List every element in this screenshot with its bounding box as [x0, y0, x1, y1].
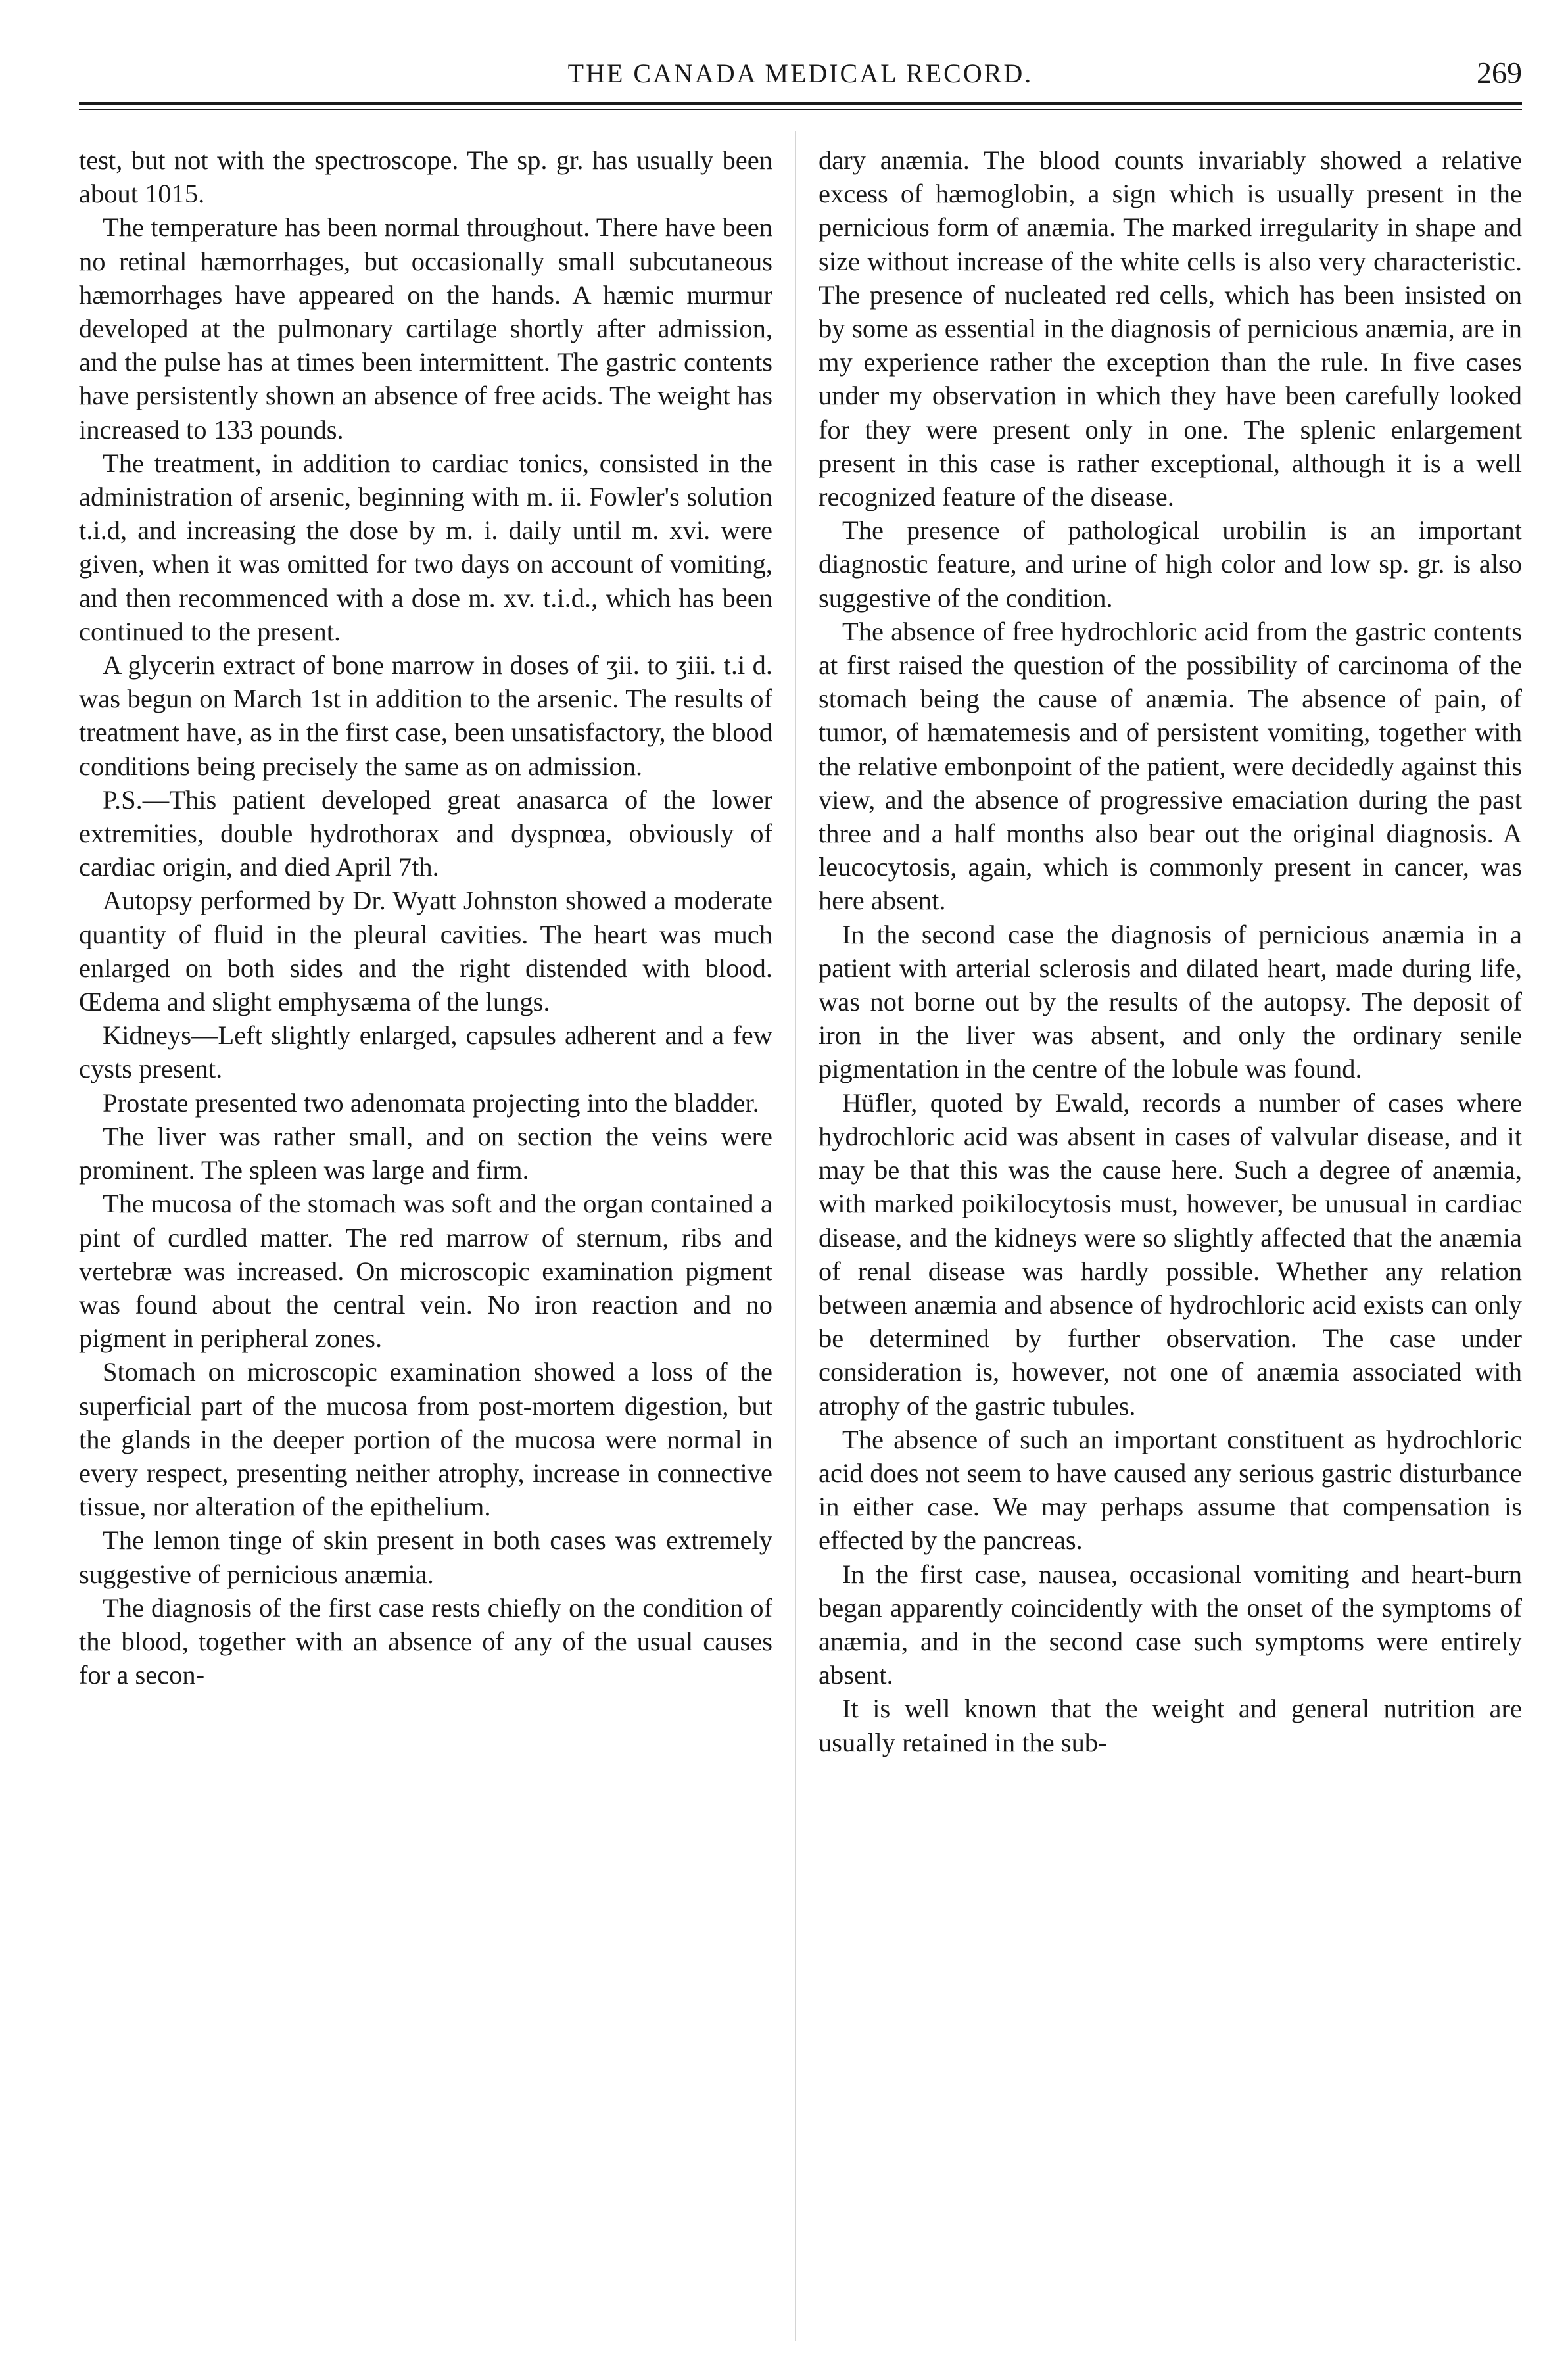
- paragraph: Kidneys—Left slightly enlarged, capsules adherent and a few cysts present.: [79, 1020, 772, 1084]
- paragraph: P.S.—This patient developed great anasarca of the lower extremities, double hydrothorax and dyspnœa, obviously of cardiac origin, and died April 7th.: [79, 784, 772, 882]
- paragraph: A glycerin extract of bone marrow in doses of ʒii. to ʒiii. t.i d. was begun on March 1st in addition to the arsenic. The results of treatment have, as in the first case, been unsatisfactory, the blood conditions being precisely the same as on admission.: [79, 650, 772, 781]
- paragraph: Prostate presented two adenomata projecting into the bladder.: [103, 1087, 759, 1118]
- paragraph: The diagnosis of the first case rests chiefly on the condition of the blood, together with an absence of any of the usual causes for a secon-: [79, 1592, 772, 1690]
- paragraph: The presence of pathological urobilin is an important diagnostic feature, and urine of high color and low sp. gr. is also suggestive of the condition.: [819, 515, 1522, 613]
- paragraph: The mucosa of the stomach was soft and the organ contained a pint of curdled matter. The red marrow of sternum, ribs and vertebræ was increased. On microscopic examination pigment was found about the central vein. No iron reaction and no pigment in peripheral zones.: [79, 1189, 772, 1354]
- journal-title: THE CANADA MEDICAL RECORD.: [567, 59, 1033, 88]
- paragraph: The treatment, in addition to cardiac tonics, consisted in the administration of arsenic, beginning with m. ii. Fowler's solution t.i.d, and increasing the dose by m. i. daily until m. xvi. were given, when it was omitted for two days on account of vomiting, and then recommenced with a dose m. xv. t.i.d., which has been continued to the present.: [79, 448, 772, 646]
- paragraph: In the second case the diagnosis of pernicious anæmia in a patient with arterial sclerosis and dilated heart, made during life, was not borne out by the results of the autopsy. The deposit of iron in the liver was absent, and only the ordinary senile pigmentation in the centre of the lobule was found.: [819, 919, 1522, 1084]
- paragraph: The absence of such an important constituent as hydrochloric acid does not seem to have caused any serious gastric disturbance in either case. We may perhaps assume that compensation is effected by the pancreas.: [819, 1424, 1522, 1556]
- paragraph: The absence of free hydrochloric acid from the gastric contents at first raised the question of the possibility of carcinoma of the stomach being the cause of anæmia. The absence of pain, of tumor, of hæmatemesis and of persistent vomiting, together with the relative embonpoint of the patient, were decidedly against this view, and the absence of progressive emaciation during the past three and a half months also bear out the original diagnosis. A leucocytosis, again, which is commonly present in cancer, was here absent.: [819, 616, 1522, 916]
- paragraph: The lemon tinge of skin present in both cases was extremely suggestive of pernicious anæmia.: [79, 1525, 772, 1589]
- running-header: [79, 58, 1522, 97]
- paragraph: Autopsy performed by Dr. Wyatt Johnston showed a moderate quantity of fluid in the pleural cavities. The heart was much enlarged on both sides and the right distended with blood. Œdema and slight emphysæma of the lungs.: [79, 886, 772, 1017]
- paragraph: In the first case, nausea, occasional vomiting and heart-burn began apparently coincidently with the onset of the symptoms of anæmia, and in the second case such symptoms were entirely absent.: [819, 1559, 1522, 1690]
- header-rule-thick: [79, 102, 1522, 105]
- paragraph: It is well known that the weight and general nutrition are usually retained in the sub-: [819, 1694, 1522, 1757]
- paragraph: dary anæmia. The blood counts invariably showed a relative excess of hæmoglobin, a sign which is usually present in the pernicious form of anæmia. The marked irregularity in shape and size without increase of the white cells is also very characteristic. The presence of nucleated red cells, which has been insisted on by some as essential in the diagnosis of pernicious anæmia, are in my experience rather the exception than the rule. In five cases under my observation in which they have been carefully looked for they were present only in one. The splenic enlargement present in this case is rather exceptional, although it is a well recognized feature of the disease.: [819, 145, 1522, 512]
- paragraph: Hüfler, quoted by Ewald, records a number of cases where hydrochloric acid was absent in cases of valvular disease, and it may be that this was the cause here. Such a degree of anæmia, with marked poikilocytosis must, however, be unusual in cardiac disease, and the kidneys were so slightly affected that the anæmia of renal disease was hardly possible. Whether any relation between anæmia and absence of hydrochloric acid exists can only be determined by further observation. The case under consideration is, however, not one of anæmia associated with atrophy of the gastric tubules.: [819, 1087, 1522, 1421]
- page-number: 269: [1477, 56, 1522, 89]
- paragraph: The temperature has been normal throughout. There have been no retinal hæmorrhages, but occasionally small subcutaneous hæmorrhages have appeared on the hands. A hæmic murmur developed at the pulmonary cartilage shortly after admission, and the pulse has at times been intermittent. The gastric contents have persistently shown an absence of free acids. The weight has increased to 133 pounds.: [79, 212, 772, 444]
- left-column: [79, 143, 772, 1692]
- paragraph: test, but not with the spectroscope. The sp. gr. has usually been about 1015.: [79, 145, 772, 209]
- paragraph: Stomach on microscopic examination showed a loss of the superficial part of the mucosa from post-mortem digestion, but the glands in the deeper portion of the mucosa were normal in every respect, presenting neither atrophy, increase in connective tissue, nor alteration of the epithelium.: [79, 1357, 772, 1522]
- right-column: [819, 143, 1522, 1759]
- column-divider: [795, 131, 796, 2341]
- paragraph: The liver was rather small, and on section the veins were prominent. The spleen was large and firm.: [79, 1121, 772, 1185]
- header-rule-thin: [79, 109, 1522, 110]
